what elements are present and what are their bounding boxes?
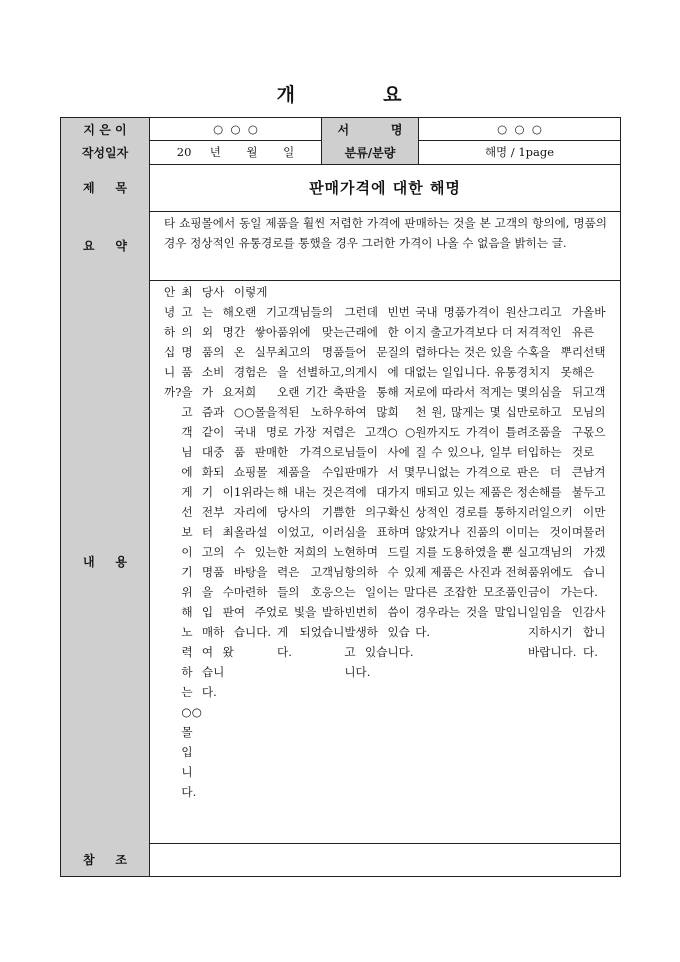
document-title: 개 요	[276, 84, 404, 106]
category-value[interactable]: 해명 / 1page	[418, 140, 620, 164]
category-label: 분류/분량	[321, 140, 418, 164]
reference-label: 참 조	[61, 843, 149, 876]
content-paragraph: 안녕하십니까?	[164, 285, 182, 399]
subject-row	[61, 164, 620, 212]
date-value[interactable]: 20 년 월 일	[149, 140, 321, 164]
signature-value[interactable]: ○ ○ ○	[418, 118, 620, 140]
content-paragraph: 최고의 명품을 고객님에게 선보이기 위해 노력하는 ○○몰입니다.	[181, 285, 202, 799]
signature-label: 서 명	[321, 118, 418, 140]
content-paragraph: 국내 명품가격이 원산지 출고가격보다 더 저렴하다는 것은 있을 수 없는 일입니다. 유통경로에 따라서 적게는 몇 천 원, 많게는 몇 십만 원까지도 가격이 틀려질 수 있으나, 일부 터무니없는 가격으로 판매되고 있는 제품은 정상적인 경로를 통하지 않았거나 진품의 이미지를 도용하였을 뿐 실제 제품은 사진과 전혀 다른 조잡한 모조품인 경우라는 것을 말입니다.	[415, 305, 528, 639]
summary-label: 요 약	[61, 211, 149, 280]
content-paragraph: 올바른 선택은 고객님의 몫으로 남겨두고 이만 물러가겠습니다. 감사합니다.	[583, 305, 606, 659]
content-label: 내 용	[61, 280, 149, 843]
content-row	[61, 280, 620, 844]
summary-row	[61, 211, 620, 281]
date-label: 작성일자	[61, 140, 149, 164]
content-body[interactable]	[149, 280, 620, 843]
author-value[interactable]: ○ ○ ○	[149, 118, 321, 140]
content-paragraph: 고객님들의 품위에 맞는 최고의 명품을 선별하고, 오랜 기간 축적된 노하우로 가장 저렴한 가격으로 제품을 수입해 내는 것은 당사의 기쁨이었고, 이러한 저희의 노력은 고객님들의 호응으로 빛을 발하게 되었습니다.	[277, 305, 345, 659]
subject-label: 제 목	[61, 164, 149, 211]
author-label: 지 은 이	[61, 118, 149, 140]
summary-paragraph: 타 쇼핑몰에서 동일 제품을 훨씬 저렴한 가격에 판매하는 것을 본 고객의 항의에, 명품의 경우 정상적인 유통경로를 통했을 경우 그러한 가격이 나올 수 없음을 밝히는 글.	[164, 216, 607, 250]
subject-value[interactable]: 판매가격에 대한 해명	[149, 164, 620, 211]
summary-text[interactable]	[149, 211, 620, 280]
content-paragraph: 이렇게 오랜 기간 쌓아 온 실무 경험은 저희 ○○몰을 국내 명품 판매 쇼핑몰 1위라는 자리에 올라설 수 있는 바탕을 마련하여 주었습니다.	[233, 285, 278, 639]
reference-value[interactable]	[149, 843, 620, 876]
author-row	[61, 118, 620, 141]
reference-row	[61, 843, 620, 876]
date-row	[61, 140, 620, 165]
content-paragraph: 그런데 근래에 들어 문의게시판을 통하여 많은 고객님들이 판매가격에 대한 의구심을 표현하며 항의하는 일이 빈번히 발생하고 있습니다.	[344, 305, 388, 679]
summary-table	[60, 117, 621, 877]
content-paragraph: 그리고 가격적인 유혹을 뿌리치지 못해 의심을 뒤로하고 모조품을 구입하는 것은 더 큰 손해를 불러일으키는 것이며 고객님의 품위에도 금이 가는 일임을 인지하시기 바랍니다.	[527, 305, 584, 659]
content-paragraph: 빈번한 이 질의에 대해 저희 ○○사에서 몇 가지 확신하며 드릴 수 있는 말씀이 있습니다.	[387, 305, 416, 659]
content-paragraph: 당사는 해외 명품의 소비가 요즘과 같이 대중화되기 이전부터 최고의 명품을 수입 판매하여 왔습니다.	[201, 285, 234, 699]
